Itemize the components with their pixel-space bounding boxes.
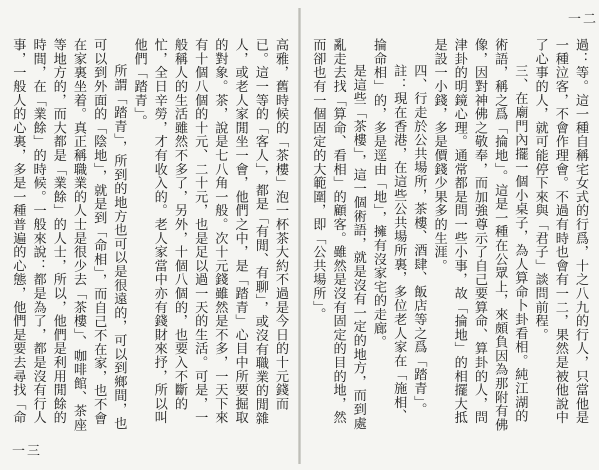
- left-paragraph: 高雅，舊時候的「茶樓」泡一杯茶大約不過是今日的十元錢而已。這一等的「客人」，都是「有閒、有聊」，或沒有職業的閒雜人，或老人家閒坐一會，他們之中，是「踏青」心目中所要掘取的對象。茶，說是七八角一般。次十元錢雖然是不多，一天下來有十個八個的十元、二十元，也是足以過一天的生活。可是，一般稱人的生活雖然不多了，另外，十個八個的，也要入不斷的忙，全日辛勞，才有收入的。老人家當中亦有錢財來抒，所以叫他們「踏青」。: [131, 38, 288, 425]
- right-paragraph: 是這些「茶樓」，這一個術語，就是沒有一定的地方，而到處亂走去找「算命、看相」的顧客。雖然是沒有固定的目的地，然而卻也有一個固定的大範圍，即「公共場所」。: [310, 38, 366, 431]
- right-page-text: [310, 38, 590, 436]
- left-page-text: [8, 38, 290, 436]
- right-paragraph: 四、行走於公共場所，茶樓、酒肆、飯店等之爲「踏青」。: [411, 64, 427, 417]
- left-page: [0, 0, 299, 470]
- left-paragraph: 所謂「踏青」，所到的地方也可以是很遠的，可以到鄉間，也可以到外面的「陰地」，就是到「命相」，而自己不在家，也不會在家裏坐着。真正稱職業的人士是很少去「茶樓」、咖啡館、茶座等地方的，而大都是「業餘」的人士，所以，他們是利用閒餘的時間，在「業餘」的時候。一般來說：都是為了，都是沒有行人事，一般人的心裏，多是一種普遍的心態，他們是要去尋找「命: [10, 38, 127, 432]
- left-page-number: 一三: [12, 444, 43, 459]
- right-paragraph: 過：等。這一種自稱宅女式的行爲，十之八九的行人，只當他是一種泣客，不會作理會。不過有時也會有一二，果然是被他說中了心事的人，就可能停下來與「君子」談問前程。: [532, 38, 588, 425]
- right-page: [300, 0, 599, 470]
- right-paragraph: 三、在廟門內擺一個小桌子，為人算命卜卦看相。純江湖的術語，稱之爲「掄地」。這是一種在公眾上，來頗負因為那附有佛像，因對神佛之敬奉，而加強尊示了自己要算命、算卦的人，問津卦的明鏡心理。通常都是問一些小事，故「掄地」的相擺大抵是設一小錢，多是價錢少果多的生涯。: [431, 38, 528, 432]
- right-paragraph: 註：現在香港，在這些公共場所裏，多位老人家在「施相、掄命相」的，多是逕由「地」，擁有沒家宅的走廊。: [370, 38, 407, 424]
- right-page-number: 一二: [568, 12, 599, 27]
